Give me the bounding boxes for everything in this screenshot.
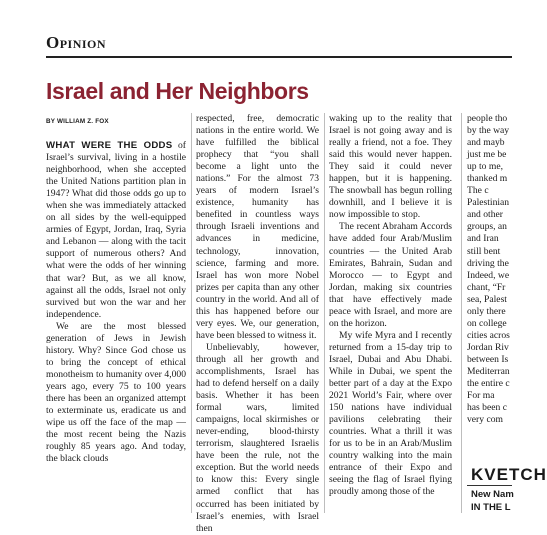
article-headline: Israel and Her Neighbors [46, 78, 309, 104]
article-column-3 [329, 113, 452, 513]
promo-divider [467, 485, 512, 486]
article-byline: BY WILLIAM Z. FOX [46, 118, 109, 125]
column-4-line: thanked m [467, 173, 508, 185]
column-4-line: driving the [467, 257, 509, 269]
column-4-line: sea, Palest [467, 293, 507, 305]
column-4-line: Palestinian [467, 197, 510, 209]
column-3-paragraph-2: The recent Abraham Accords have added four Arab/Muslim countries — the United Arab Emirates, Bahrain, Sudan and Morocco — to Egypt and Jordan, making six countries that have effectively made peace with Israel, and more are on the horizon. [329, 221, 452, 329]
section-label: Opinion [46, 33, 107, 52]
promo-section-label[interactable]: KVETCH [471, 465, 547, 484]
column-4-line: has been c [467, 402, 507, 414]
column-4-line: The c [467, 185, 489, 197]
promo-headline[interactable]: New Nam [471, 489, 514, 500]
column-4-line: between Is [467, 353, 509, 365]
column-divider [191, 113, 192, 513]
column-divider [324, 113, 325, 513]
lead-in: WHAT WERE THE ODDS [46, 140, 173, 151]
column-4-line: Indeed, we [467, 269, 510, 281]
column-4-line: people tho [467, 113, 508, 124]
column-4-line: and other [467, 209, 503, 221]
column-4-line: chant, “Fr [467, 281, 506, 293]
column-4-line: by the way [467, 125, 510, 137]
column-4-line: only there [467, 305, 506, 317]
promo-subheadline[interactable]: IN THE L [471, 502, 511, 513]
column-4-line: and mayb [467, 137, 505, 149]
column-1-paragraph-2: We are the most blessed generation of Jews in Jewish history. Why? Since God chose us to bring the concept of ethical monotheism to humanity over 4,000 years ago, every 75 to 100 years there has been an organized attempt to exterminate us, eradicate us and wipe us off the face of the map — the most recent being the Nazis roughly 85 years ago. And today, the black clouds [46, 320, 186, 465]
column-4-line: the entire c [467, 378, 510, 390]
column-4-line: up to me, [467, 161, 503, 173]
column-4-line: Jordan Riv [467, 341, 509, 353]
column-2-paragraph-2: Unbelievably, however, through all her growth and accomplishments, Israel has had to defend herself on a daily basis. Whether it has been formal wars, limited campaigns, local skirmishes or never-ending, blood-thirsty terrorism, slaughtered Israelis have been the rule, not the exception. But the world needs to know this: Every single armed conflict that has occurred has been initiated by Israel’s enemies, with Israel then [196, 341, 319, 534]
column-4-line: cities acros [467, 329, 510, 341]
article-column-4 [467, 113, 547, 513]
column-4-line: and Iran [467, 233, 499, 245]
column-1-paragraph-1 [46, 140, 186, 321]
column-4-line: on college [467, 317, 507, 329]
column-4-line: For ma [467, 390, 495, 402]
column-4-line: just me be [467, 149, 507, 161]
column-4-line: groups, an [467, 221, 507, 233]
column-3-paragraph-1: waking up to the reality that Israel is not going away and is really a friend, not a foe. They said this would never happen. They said it could never happen, but it is happening. The snowball has begun rolling downhill, and I believe it is now impossible to stop. [329, 113, 452, 221]
section-divider [46, 56, 512, 58]
column-divider [461, 113, 462, 513]
column-4-line: still bent [467, 245, 501, 257]
column-3-paragraph-3: My wife Myra and I recently returned from a 15-day trip to Israel, Dubai and Abu Dhabi. While in Dubai, we spent the better part of a day at the Expo 2021 World’s Fair, where over 150 nations have individual pavilions celebrating their countries. What a thrill it was for us to be in an Arab/Muslim country walking into the main entrance of their Expo and seeing the flag of Israel flying proudly among those of the [329, 329, 452, 498]
column-4-line: very com [467, 414, 503, 426]
article-column-2 [196, 113, 319, 534]
column-1-paragraph-1-text: of Israel’s survival, living in a hostile neighborhood, when she accepted the United Nations partition plan in 1947? What did those odds go up to when she was immediately attacked on all sides by the well-equipped armies of Egypt, Jordan, Iraq, Syria and Lebanon — along with the tacit support of numerous others? And what were the odds of her winning that war? But, as we all know, against all the odds, Israel not only survived but won the war and her independence. [46, 140, 186, 320]
column-4-line: Mediterran [467, 365, 510, 377]
column-2-paragraph-1: respected, free, democratic nations in the entire world. We have fulfilled the biblical prophecy that “you shall become a light unto the nations.” For the almost 73 years of modern Israel’s existence, humanity has benefited in countless ways through Israeli inventions and advances in medicine, technology, innovation, science, farming and more. Israel has won more Nobel prizes per capita than any other country in the world. And all of this has happened before our very eyes. We, our generation, have been blessed to witness it. [196, 113, 319, 341]
article-column-1 [46, 140, 186, 512]
